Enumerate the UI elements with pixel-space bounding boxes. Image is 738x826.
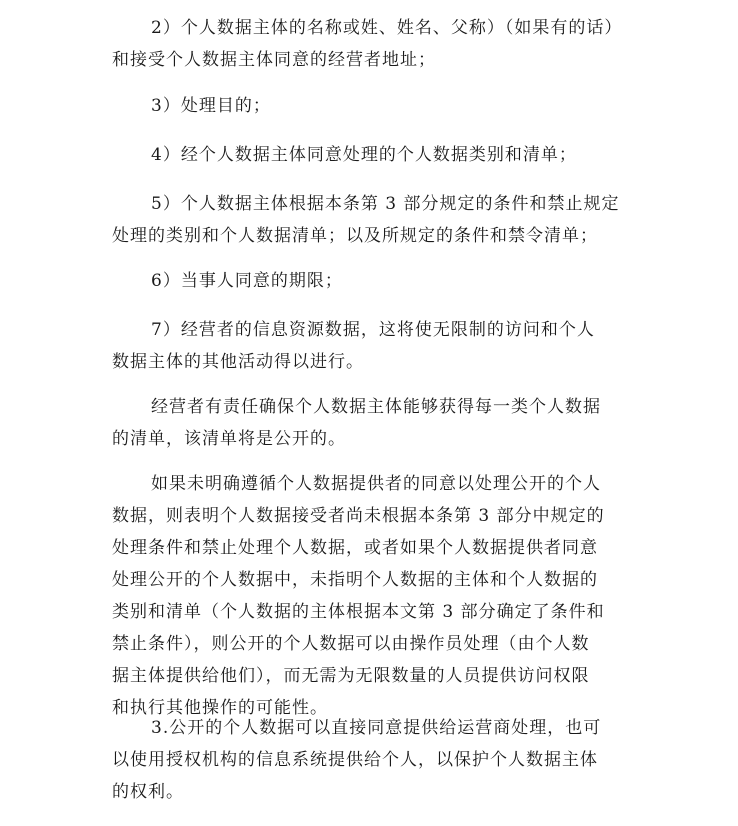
paragraph-line: 的权利。 [112, 782, 184, 802]
paragraph-item-5 [112, 188, 632, 252]
paragraph-line: 和执行其他操作的可能性。 [112, 698, 328, 718]
paragraph-operator-duty [112, 391, 632, 455]
paragraph-line: 和接受个人数据主体同意的经营者地址； [112, 50, 436, 70]
paragraph-line: 禁止条件），则公开的个人数据可以由操作员处理（由个人数 [112, 634, 590, 654]
paragraph-line: 6）当事人同意的期限； [151, 271, 343, 291]
paragraph-line: 2）个人数据主体的名称或姓、姓名、父称）（如果有的话） [151, 18, 623, 38]
paragraph-item-4 [112, 139, 632, 171]
paragraph-line: 3）处理目的； [151, 96, 271, 116]
paragraph-item-6 [112, 265, 632, 297]
paragraph-line: 5）个人数据主体根据本条第 3 部分规定的条件和禁止规定 [151, 194, 620, 214]
paragraph-line: 处理条件和禁止处理个人数据，或者如果个人数据提供者同意 [112, 538, 598, 558]
paragraph-public-data-condition [112, 468, 632, 724]
paragraph-line: 数据，则表明个人数据接受者尚未根据本条第 3 部分中规定的 [112, 506, 605, 526]
paragraph-item-7 [112, 314, 632, 378]
paragraph-line: 据主体提供给他们），而无需为无限数量的人员提供访问权限 [112, 666, 590, 686]
paragraph-item-3 [112, 90, 632, 122]
paragraph-line: 处理的类别和个人数据清单；以及所规定的条件和禁令清单； [112, 226, 598, 246]
paragraph-line: 如果未明确遵循个人数据提供者的同意以处理公开的个人 [151, 474, 601, 494]
paragraph-line: 7）经营者的信息资源数据，这将使无限制的访问和个人 [151, 320, 595, 340]
paragraph-line: 4）经个人数据主体同意处理的个人数据类别和清单； [151, 145, 577, 165]
paragraph-section-3 [112, 712, 632, 808]
paragraph-line: 处理公开的个人数据中，未指明个人数据的主体和个人数据的 [112, 570, 598, 590]
paragraph-line: 数据主体的其他活动得以进行。 [112, 352, 364, 372]
paragraph-line: 3.公开的个人数据可以直接同意提供给运营商处理，也可 [151, 718, 602, 738]
paragraph-line: 以使用授权机构的信息系统提供给个人，以保护个人数据主体 [112, 750, 598, 770]
paragraph-line: 经营者有责任确保个人数据主体能够获得每一类个人数据 [151, 397, 601, 417]
paragraph-line: 类别和清单（个人数据的主体根据本文第 3 部分确定了条件和 [112, 602, 605, 622]
paragraph-line: 的清单，该清单将是公开的。 [112, 429, 346, 449]
paragraph-item-2 [112, 12, 632, 76]
